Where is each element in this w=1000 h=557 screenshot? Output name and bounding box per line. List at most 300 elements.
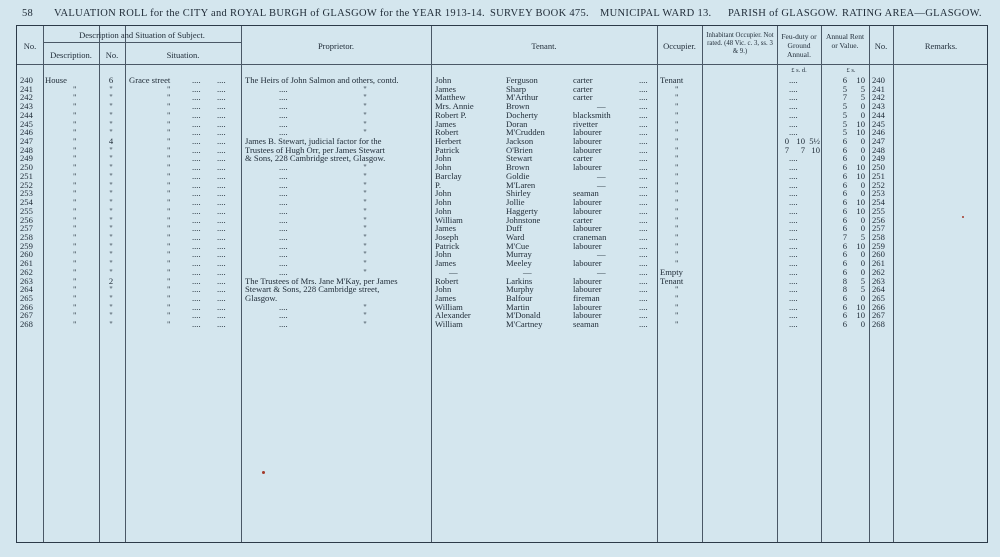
cell-desc: " xyxy=(73,319,77,330)
cell-rs: 10 xyxy=(856,127,865,138)
cell-d1: .... xyxy=(192,153,201,164)
municipal-ward: MUNICIPAL WARD 13. xyxy=(600,8,712,19)
cell-occupier: " xyxy=(675,231,679,242)
cell-num: " xyxy=(109,188,113,199)
cell-sit: " xyxy=(167,319,171,330)
cell-occ: carter xyxy=(573,153,593,164)
cell-num: " xyxy=(109,240,113,251)
cell-last: Johnstone xyxy=(506,214,541,225)
cell-no: 250 xyxy=(20,162,33,173)
cell-no-r: 268 xyxy=(872,319,885,330)
proprietor-leader: .... xyxy=(279,266,288,277)
cell-occupier: " xyxy=(675,301,679,312)
cell-d1: .... xyxy=(192,188,201,199)
cell-prop: " xyxy=(363,179,367,190)
cell-num: " xyxy=(109,179,113,190)
cell-desc: " xyxy=(73,249,77,260)
cell-first: William xyxy=(435,319,463,330)
proprietor-leader: .... xyxy=(279,258,288,269)
cell-desc: " xyxy=(73,127,77,138)
page-header xyxy=(22,6,982,22)
cell-occupier: " xyxy=(675,284,679,295)
cell-rs: 0 xyxy=(860,144,865,155)
cell-rl: 6 xyxy=(842,223,847,234)
valuation-table xyxy=(16,25,988,543)
cell-ld: .... xyxy=(789,170,798,181)
cell-ld: .... xyxy=(789,179,798,190)
cell-prop: James B. Stewart, judicial factor for the xyxy=(245,136,382,147)
cell-d2: .... xyxy=(217,170,226,181)
cell-d2: .... xyxy=(217,118,226,129)
cell-occupier: Tenant xyxy=(660,275,684,286)
cell-d2: .... xyxy=(217,101,226,112)
cell-sit: " xyxy=(167,153,171,164)
cell-no-r: 253 xyxy=(872,188,885,199)
cell-last: Jackson xyxy=(506,136,534,147)
cell-ld: .... xyxy=(789,310,798,321)
cell-first: Robert xyxy=(435,127,459,138)
cell-desc: " xyxy=(73,101,77,112)
cell-rs: 10 xyxy=(856,75,865,85)
cell-num: " xyxy=(109,101,113,112)
cell-last: Goldie xyxy=(506,170,530,181)
col-header-situation: Situation. xyxy=(166,50,200,60)
cell-no: 249 xyxy=(20,153,33,164)
cell-no: 245 xyxy=(20,118,33,129)
cell-first: James xyxy=(435,223,457,234)
survey-book: SURVEY BOOK 475. xyxy=(490,8,589,19)
cell-first: Alexander xyxy=(435,310,471,321)
cell-no-r: 265 xyxy=(872,293,885,303)
cell-rs: 10 xyxy=(856,170,865,181)
proprietor-leader: .... xyxy=(279,310,288,321)
cell-no: 264 xyxy=(20,284,33,295)
cell-d1: .... xyxy=(192,249,201,260)
cell-dt: .... xyxy=(639,310,648,321)
cell-prop: " xyxy=(363,301,367,312)
proprietor-leader: .... xyxy=(279,249,288,260)
cell-desc: " xyxy=(73,223,77,234)
cell-no-r: 266 xyxy=(872,301,885,312)
cell-first: Joseph xyxy=(435,231,459,242)
cell-occ: — xyxy=(597,170,606,181)
col-header-proprietor: Proprietor. xyxy=(317,41,355,51)
cell-d1: .... xyxy=(192,75,201,85)
cell-dt: .... xyxy=(639,118,648,129)
cell-last: M'Arthur xyxy=(506,92,539,103)
cell-first: P. xyxy=(435,179,441,190)
cell-num: " xyxy=(109,144,113,155)
cell-d1: .... xyxy=(192,258,201,269)
cell-first: William xyxy=(435,214,463,225)
cell-sit: " xyxy=(167,310,171,321)
col-header-feu-duty: Feu-duty or Ground Annual. xyxy=(781,32,817,59)
cell-num: " xyxy=(109,214,113,225)
cell-sit: " xyxy=(167,293,171,303)
cell-last: Brown xyxy=(506,162,530,173)
cell-desc: " xyxy=(73,136,77,147)
cell-no: 262 xyxy=(20,266,33,277)
cell-d2: .... xyxy=(217,144,226,155)
proprietor-leader: .... xyxy=(279,197,288,208)
proprietor-leader: .... xyxy=(279,205,288,216)
cell-sit: " xyxy=(167,118,171,129)
cell-last: Martin xyxy=(506,301,530,312)
cell-occ: labourer xyxy=(573,144,602,155)
cell-last: Balfour xyxy=(506,293,533,303)
cell-last: Brown xyxy=(506,101,530,112)
cell-rl: 6 xyxy=(842,249,847,260)
cell-last: M'Cartney xyxy=(506,319,543,330)
cell-occ: labourer xyxy=(573,240,602,251)
cell-prop: " xyxy=(363,188,367,199)
cell-rs: 0 xyxy=(860,136,865,147)
cell-ld: .... xyxy=(789,275,798,286)
cell-rl: 6 xyxy=(842,266,847,277)
cell-d1: .... xyxy=(192,127,201,138)
cell-desc: " xyxy=(73,153,77,164)
cell-sit: " xyxy=(167,197,171,208)
cell-num: " xyxy=(109,301,113,312)
cell-rl: 6 xyxy=(842,258,847,269)
cell-no-r: 256 xyxy=(872,214,885,225)
cell-occ: labourer xyxy=(573,127,602,138)
cell-sit: " xyxy=(167,144,171,155)
cell-d2: .... xyxy=(217,231,226,242)
cell-no-r: 264 xyxy=(872,284,885,295)
proprietor-leader: .... xyxy=(279,179,288,190)
cell-sit: " xyxy=(167,266,171,277)
cell-num: " xyxy=(109,162,113,173)
cell-rl: 6 xyxy=(842,162,847,173)
cell-ld: .... xyxy=(789,75,798,85)
cell-prop: & Sons, 228 Cambridge street, Glasgow. xyxy=(245,153,386,164)
cell-rs: 10 xyxy=(856,205,865,216)
cell-d1: .... xyxy=(192,109,201,120)
cell-dt: .... xyxy=(639,170,648,181)
col-header-number: No. xyxy=(105,50,119,60)
cell-first: John xyxy=(435,188,452,199)
cell-last: O'Brien xyxy=(506,144,533,155)
cell-occupier: Empty xyxy=(660,266,683,277)
cell-first: James xyxy=(435,118,457,129)
cell-rl: 5 xyxy=(842,83,847,94)
cell-rs: 0 xyxy=(860,214,865,225)
cell-no: 268 xyxy=(20,319,33,330)
cell-num: 2 xyxy=(108,275,114,286)
cell-first: Patrick xyxy=(435,144,460,155)
cell-first: John xyxy=(435,75,452,85)
cell-rs: 10 xyxy=(856,162,865,173)
cell-no: 244 xyxy=(20,109,33,120)
cell-num: " xyxy=(109,319,113,330)
cell-ld: .... xyxy=(789,205,798,216)
cell-dt: .... xyxy=(639,101,648,112)
cell-first: Robert xyxy=(435,275,459,286)
cell-first: John xyxy=(435,162,452,173)
cell-no: 241 xyxy=(20,83,33,94)
cell-desc: " xyxy=(73,240,77,251)
cell-first: Mrs. Annie xyxy=(435,101,474,112)
cell-no: 251 xyxy=(20,170,33,181)
cell-ld: .... xyxy=(789,197,798,208)
cell-first: John xyxy=(435,284,452,295)
cell-d2: .... xyxy=(217,92,226,103)
cell-prop: " xyxy=(363,205,367,216)
cell-desc: " xyxy=(73,144,77,155)
cell-dt: .... xyxy=(639,162,648,173)
cell-occupier: " xyxy=(675,293,679,303)
cell-no: 259 xyxy=(20,240,33,251)
proprietor-leader: .... xyxy=(279,223,288,234)
cell-occupier: " xyxy=(675,214,679,225)
cell-dt: .... xyxy=(639,179,648,190)
cell-rs: 0 xyxy=(860,266,865,277)
cell-d2: .... xyxy=(217,223,226,234)
cell-last: Murray xyxy=(506,249,532,260)
cell-no: 256 xyxy=(20,214,33,225)
cell-no-r: 242 xyxy=(872,92,885,103)
cell-no-r: 252 xyxy=(872,179,885,190)
cell-prop: " xyxy=(363,214,367,225)
cell-sit: " xyxy=(167,109,171,120)
cell-rs: 10 xyxy=(856,197,865,208)
cell-desc: " xyxy=(73,301,77,312)
cell-desc: " xyxy=(73,284,77,295)
cell-ld: .... xyxy=(789,127,798,138)
col-header-occupier: Occupier. xyxy=(663,41,696,51)
cell-prop: " xyxy=(363,240,367,251)
cell-no: 248 xyxy=(20,144,33,155)
cell-occ: labourer xyxy=(573,275,602,286)
cell-sit: " xyxy=(167,275,171,286)
cell-prop: " xyxy=(363,170,367,181)
cell-ld: .... xyxy=(789,83,798,94)
col-header-tenant: Tenant. xyxy=(531,41,557,51)
cell-rs: 0 xyxy=(860,319,865,330)
cell-d1: .... xyxy=(192,92,201,103)
cell-occ: labourer xyxy=(573,310,602,321)
cell-no-r: 259 xyxy=(872,240,885,251)
cell-first: Barclay xyxy=(435,170,462,181)
proprietor-leader: .... xyxy=(279,231,288,242)
cell-occupier: " xyxy=(675,118,679,129)
cell-occ: — xyxy=(597,101,606,112)
cell-d1: .... xyxy=(192,275,201,286)
cell-desc: " xyxy=(73,197,77,208)
cell-d1: .... xyxy=(192,214,201,225)
cell-num: " xyxy=(109,310,113,321)
cell-occ: labourer xyxy=(573,205,602,216)
cell-no: 246 xyxy=(20,127,33,138)
cell-occupier: " xyxy=(675,101,679,112)
parish: PARISH of GLASGOW. xyxy=(728,8,838,19)
cell-first: William xyxy=(435,301,463,312)
cell-sit: " xyxy=(167,136,171,147)
cell-rs: 0 xyxy=(860,188,865,199)
cell-num: " xyxy=(109,205,113,216)
cell-d1: .... xyxy=(192,170,201,181)
cell-occupier: " xyxy=(675,162,679,173)
cell-desc: " xyxy=(73,92,77,103)
cell-last: Doran xyxy=(506,118,528,129)
cell-rl: 6 xyxy=(842,144,847,155)
cell-ld: .... xyxy=(789,162,798,173)
proprietor-leader: .... xyxy=(279,127,288,138)
cell-occ: — xyxy=(597,249,606,260)
cell-dt: .... xyxy=(639,293,648,303)
cell-occupier: " xyxy=(675,136,679,147)
cell-dt: .... xyxy=(639,83,648,94)
cell-occ: labourer xyxy=(573,136,602,147)
cell-no-r: 248 xyxy=(872,144,885,155)
cell-num: " xyxy=(109,223,113,234)
cell-first: James xyxy=(435,83,457,94)
cell-occ: labourer xyxy=(573,258,602,269)
cell-num: " xyxy=(109,284,113,295)
cell-last: Jollie xyxy=(506,197,525,208)
cell-ld: .... xyxy=(789,118,798,129)
cell-dt: .... xyxy=(639,284,648,295)
cell-dt: .... xyxy=(639,249,648,260)
cell-num: " xyxy=(109,127,113,138)
cell-desc: " xyxy=(73,179,77,190)
proprietor-leader: .... xyxy=(279,240,288,251)
cell-dt: .... xyxy=(639,266,648,277)
proprietor-leader: .... xyxy=(279,83,288,94)
cell-rl: 5 xyxy=(842,109,847,120)
cell-occ: carter xyxy=(573,214,593,225)
cell-rl: 8 xyxy=(842,275,847,286)
cell-desc: " xyxy=(73,214,77,225)
cell-sit: " xyxy=(167,92,171,103)
cell-rl: 7 xyxy=(842,231,847,242)
cell-no-r: 263 xyxy=(872,275,885,286)
cell-d2: .... xyxy=(217,179,226,190)
proprietor-leader: .... xyxy=(279,101,288,112)
cell-last: Ferguson xyxy=(506,75,538,85)
cell-occ: carter xyxy=(573,75,593,85)
cell-occupier: " xyxy=(675,240,679,251)
cell-rs: 0 xyxy=(860,153,865,164)
cell-rl: 6 xyxy=(842,197,847,208)
proprietor-leader: .... xyxy=(279,162,288,173)
cell-prop: " xyxy=(363,101,367,112)
cell-dt: .... xyxy=(639,275,648,286)
cell-d2: .... xyxy=(217,266,226,277)
cell-d2: .... xyxy=(217,240,226,251)
cell-rl: 6 xyxy=(842,240,847,251)
cell-first: John xyxy=(435,153,452,164)
cell-no-r: 246 xyxy=(872,127,885,138)
cell-rl: 6 xyxy=(842,319,847,330)
cell-rs: 0 xyxy=(860,179,865,190)
cell-occ: labourer xyxy=(573,284,602,295)
cell-occ: seaman xyxy=(573,188,599,199)
cell-rl: 6 xyxy=(842,170,847,181)
cell-d1: .... xyxy=(192,284,201,295)
cell-first: James xyxy=(435,293,457,303)
col-header-description: Description. xyxy=(50,50,92,60)
cell-no: 258 xyxy=(20,231,33,242)
cell-num: " xyxy=(109,109,113,120)
cell-d2: .... xyxy=(217,301,226,312)
cell-dt: .... xyxy=(639,188,648,199)
cell-last: M'Donald xyxy=(506,310,541,321)
cell-rl: 5 xyxy=(842,101,847,112)
cell-d1: .... xyxy=(192,205,201,216)
cell-desc: " xyxy=(73,83,77,94)
cell-d2: .... xyxy=(217,284,226,295)
cell-rs: 0 xyxy=(860,101,865,112)
cell-feu-s: 10 xyxy=(796,136,805,147)
cell-occ: carter xyxy=(573,83,593,94)
cell-prop: " xyxy=(363,319,367,330)
cell-rl: 6 xyxy=(842,188,847,199)
cell-first: — xyxy=(449,266,458,277)
cell-feu-s: 7 xyxy=(800,144,805,155)
cell-no: 255 xyxy=(20,205,33,216)
cell-d1: .... xyxy=(192,231,201,242)
cell-rl: 6 xyxy=(842,153,847,164)
cell-ld: .... xyxy=(789,240,798,251)
cell-first: John xyxy=(435,197,452,208)
cell-occupier: " xyxy=(675,310,679,321)
cell-no-r: 267 xyxy=(872,310,885,321)
cell-first: Matthew xyxy=(435,92,466,103)
cell-sit: " xyxy=(167,284,171,295)
cell-d1: .... xyxy=(192,136,201,147)
cell-rs: 0 xyxy=(860,249,865,260)
cell-last: Murphy xyxy=(506,284,534,295)
cell-last: — xyxy=(523,266,532,277)
cell-rs: 5 xyxy=(860,83,865,94)
cell-num: " xyxy=(109,170,113,181)
cell-feu-l: 0 xyxy=(784,136,789,147)
cell-ld: .... xyxy=(789,231,798,242)
cell-rs: 5 xyxy=(860,275,865,286)
cell-num: " xyxy=(109,197,113,208)
cell-no-r: 255 xyxy=(872,205,885,216)
cell-last: Sharp xyxy=(506,83,527,94)
page-number: 58 xyxy=(22,8,34,19)
roll-title: VALUATION ROLL for the CITY and ROYAL BURGH of GLASGOW for the YEAR 1913-14. xyxy=(54,8,485,19)
cell-d2: .... xyxy=(217,258,226,269)
cell-occ: fireman xyxy=(573,293,600,303)
cell-sit: " xyxy=(167,214,171,225)
cell-no-r: 250 xyxy=(872,162,885,173)
cell-d2: .... xyxy=(217,153,226,164)
cell-occupier: " xyxy=(675,144,679,155)
col-header-annual-rent: Annual Rent or Value. xyxy=(825,32,865,50)
cell-rl: 6 xyxy=(842,136,847,147)
cell-last: Ward xyxy=(506,231,525,242)
cell-desc: " xyxy=(73,310,77,321)
cell-dt: .... xyxy=(639,136,648,147)
cell-dt: .... xyxy=(639,258,648,269)
proprietor-leader: .... xyxy=(279,92,288,103)
cell-sit: " xyxy=(167,249,171,260)
cell-last: Duff xyxy=(506,223,523,234)
cell-last: Docherty xyxy=(506,109,538,120)
cell-d2: .... xyxy=(217,109,226,120)
cell-no: 254 xyxy=(20,197,33,208)
cell-last: Larkins xyxy=(506,275,533,286)
cell-dt: .... xyxy=(639,240,648,251)
cell-dt: .... xyxy=(639,92,648,103)
cell-last: Haggerty xyxy=(506,205,538,216)
cell-sit: " xyxy=(167,258,171,269)
